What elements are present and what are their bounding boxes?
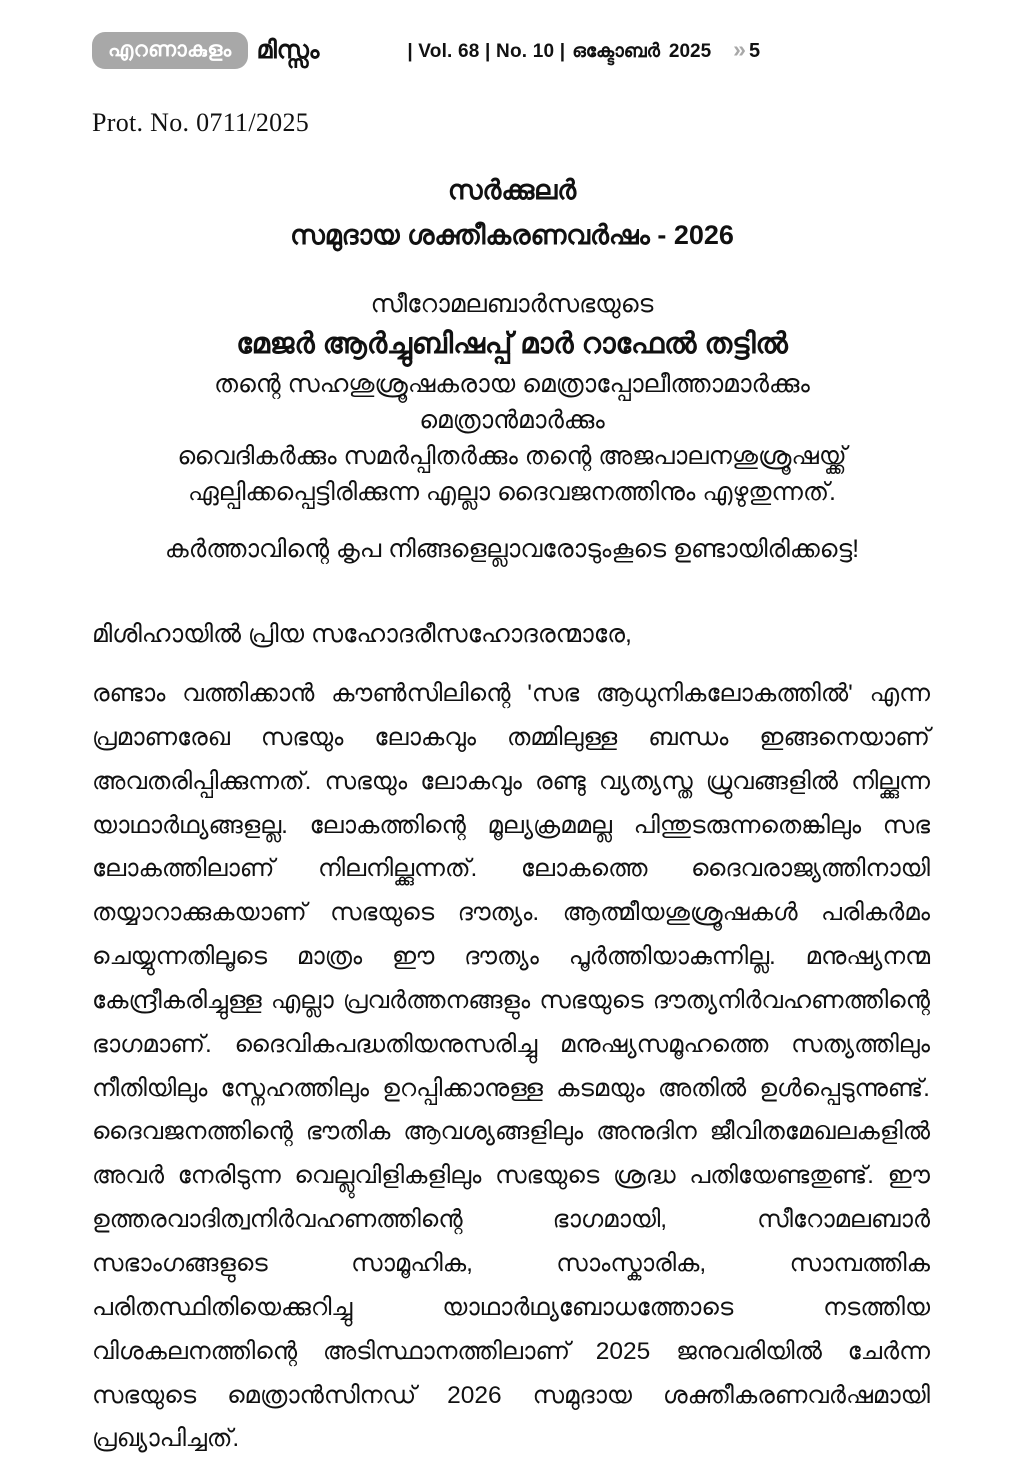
- page-masthead: [0, 22, 1024, 78]
- salutation: മിശിഹായിൽ പ്രിയ സഹോദരീസഹോദരന്മാരേ,: [92, 620, 632, 648]
- protocol-number: Prot. No. 0711/2025: [92, 108, 310, 137]
- logo-word-text: മിസ്സം: [256, 35, 320, 64]
- addressee-line-6: ഏല്പിക്കപ്പെട്ടിരിക്കുന്ന എല്ലാ ദൈവജനത്തിനും എഴുതുന്നത്.: [187, 478, 837, 507]
- page-title: സർക്കുലർ: [447, 175, 577, 205]
- addressee-line-3: തന്റെ സഹശുശ്രൂഷകരായ മെത്രാപ്പോലീത്താമാർക്കും: [214, 370, 810, 399]
- addressee-line-2: മേജർ ആർച്ചുബിഷപ്പ് മാർ റാഫേൽ തട്ടിൽ: [236, 328, 788, 360]
- issue-month: ഒക്ടോബർ: [572, 40, 660, 62]
- addressee-line-4: മെത്രാൻമാർക്കും: [419, 406, 605, 435]
- body-text: [92, 672, 930, 1461]
- addressee-line-1: സീറോമലബാർസഭയുടെ: [370, 290, 654, 318]
- addressee-block: [92, 286, 932, 510]
- issue-year: 2025: [668, 40, 712, 62]
- addressee-line-5: വൈദികർക്കും സമർപ്പിതർക്കും തന്റെ അജപാലനശുശ്രൂഷയ്ക്ക്: [177, 442, 847, 471]
- double-chevron-right-icon: »: [733, 35, 742, 62]
- page-number: 5: [748, 39, 761, 62]
- masthead-issue-info: [407, 35, 761, 63]
- blessing-line: കർത്താവിന്റെ കൃപ നിങ്ങളെല്ലാവരോടുംകൂടെ ഉണ്ടായിരിക്കട്ടെ!: [164, 535, 860, 563]
- masthead-logo: [92, 32, 319, 69]
- document-title-block: [92, 172, 932, 255]
- page-subtitle: സമുദായ ശക്തീകരണവർഷം - 2026: [290, 220, 734, 251]
- logo-pill-text: എറണാകുളം: [92, 32, 248, 69]
- issue-volume-number: | Vol. 68 | No. 10 |: [407, 40, 566, 62]
- body-paragraph-1: രണ്ടാം വത്തിക്കാൻ കൗൺസിലിന്റെ 'സഭ ആധുനികലോകത്തിൽ' എന്ന പ്രമാണരേഖ സഭയും ലോകവും തമ്മിലുള്ള ബന്ധം ഇങ്ങനെയാണ് അവതരിപ്പിക്കുന്നത്. സഭയും ലോകവും രണ്ടു വ്യത്യസ്ത ധ്രുവങ്ങളിൽ നില്ക്കുന്ന യാഥാർഥ്യങ്ങളല്ല. ലോകത്തിന്റെ മൂല്യക്രമമല്ല പിന്തുടരുന്നതെങ്കിലും സഭ ലോകത്തിലാണ് നിലനില്ക്കുന്നത്. ലോകത്തെ ദൈവരാജ്യത്തിനായി തയ്യാറാക്കുകയാണ് സഭയുടെ ദൗത്യം. ആത്മീയശുശ്രൂഷകൾ പരികർമം ചെയ്യുന്നതിലൂടെ മാത്രം ഈ ദൗത്യം പൂർത്തിയാകുന്നില്ല. മനുഷ്യനന്മ കേന്ദ്രീകരിച്ചുള്ള എല്ലാ പ്രവർത്തനങ്ങളും സഭയുടെ ദൗത്യനിർവഹണത്തിന്റെ ഭാഗമാണ്. ദൈവികപദ്ധതിയനുസരിച്ചു മനുഷ്യസമൂഹത്തെ സത്യത്തിലും നീതിയിലും സ്നേഹത്തിലും ഉറപ്പിക്കാനുള്ള കടമയും അതിൽ ഉൾപ്പെടുന്നുണ്ട്. ദൈവജനത്തിന്റെ ഭൗതിക ആവശ്യങ്ങളിലും അനുദിന ജീവിതമേഖലകളിൽ അവർ നേരിടുന്ന വെല്ലുവിളികളിലും സഭയുടെ ശ്രദ്ധ പതിയേണ്ടതുണ്ട്. ഈ ഉത്തരവാദിത്വനിർവഹണത്തിന്റെ ഭാഗമായി, സീറോമലബാർ സഭാംഗങ്ങളുടെ സാമൂഹിക, സാംസ്കാരിക, സാമ്പത്തിക പരിതസ്ഥിതിയെക്കുറിച്ചു യാഥാർഥ്യബോധത്തോടെ നടത്തിയ വിശകലനത്തിന്റെ അടിസ്ഥാനത്തിലാണ് 2025 ജനുവരിയിൽ ചേർന്ന സഭയുടെ മെത്രാൻസിനഡ് 2026 സമുദായ ശക്തീകരണവർഷമായി പ്രഖ്യാപിച്ചത്.: [92, 680, 930, 1453]
